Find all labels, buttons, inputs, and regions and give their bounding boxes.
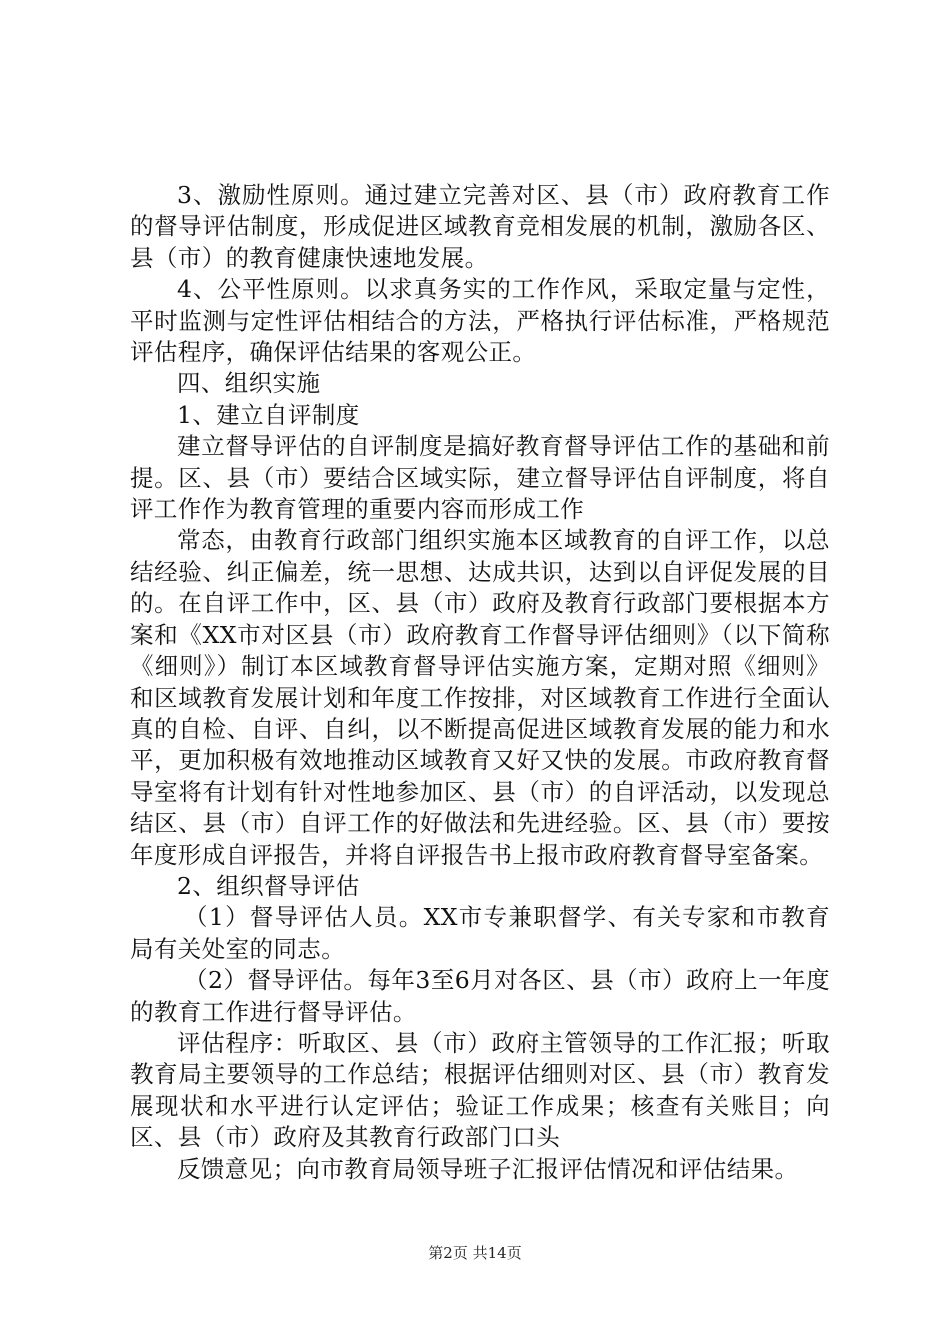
paragraph-self-evaluation-routine: 常态，由教育行政部门组织实施本区域教育的自评工作，以总结经验、纠正偏差，统一思想、达成共识，达到以自评促发展的目的。在自评工作中，区、县（市）政府及教育行政部门要根据本方案和《XX市对区县（市）政府教育工作督导评估细则》（以下简称《细则》）制订本区域教育督导评估实施方案，定期对照《细则》和区域教育发展计划和年度工作按排，对区域教育工作进行全面认真的自检、自评、自纠，以不断提高促进区域教育发展的能力和水平，更加积极有效地推动区域教育又好又快的发展。市政府教育督导室将有计划有针对性地参加区、县（市）的自评活动，以发现总结区、县（市）自评工作的好做法和先进经验。区、县（市）要按年度形成自评报告，并将自评报告书上报市政府教育督导室备案。 [130,526,830,869]
paragraph-incentive-principle: 3、激励性原则。通过建立完善对区、县（市）政府教育工作的督导评估制度，形成促进区域教育竞相发展的机制，激励各区、县（市）的教育健康快速地发展。 [130,181,830,272]
page-number-footer: 第2页 共14页 [428,1244,522,1262]
document-body [130,180,830,1185]
paragraph-feedback: 反馈意见；向市教育局领导班子汇报评估情况和评估结果。 [177,1154,799,1183]
paragraph-self-evaluation-basis: 建立督导评估的自评制度是搞好教育督导评估工作的基础和前提。区、县（市）要结合区域实际，建立督导评估自评制度，将自评工作作为教育管理的重要内容而形成工作 [130,432,830,524]
paragraph-evaluation-procedure: 评估程序：听取区、县（市）政府主管领导的工作汇报；听取教育局主要领导的工作总结；根据评估细则对区、县（市）教育发展现状和水平进行认定评估；验证工作成果；核查有关账目；向区、县（市）政府及其教育行政部门口头 [130,1028,830,1152]
paragraph-fairness-principle: 4、公平性原则。以求真务实的工作作风，采取定量与定性，平时监测与定性评估相结合的方法，严格执行评估标准，严格规范评估程序，确保评估结果的客观公正。 [130,275,830,367]
subheading-organize-supervision: 2、组织督导评估 [177,871,360,900]
paragraph-supervision-schedule: （2）督导评估。每年3至6月对各区、县（市）政府上一年度的教育工作进行督导评估。 [130,966,830,1026]
section-heading-organization: 四、组织实施 [177,369,321,398]
subheading-self-evaluation: 1、建立自评制度 [177,400,360,429]
paragraph-supervision-staff: （1）督导评估人员。XX市专兼职督学、有关专家和市教育局有关处室的同志。 [130,903,830,963]
